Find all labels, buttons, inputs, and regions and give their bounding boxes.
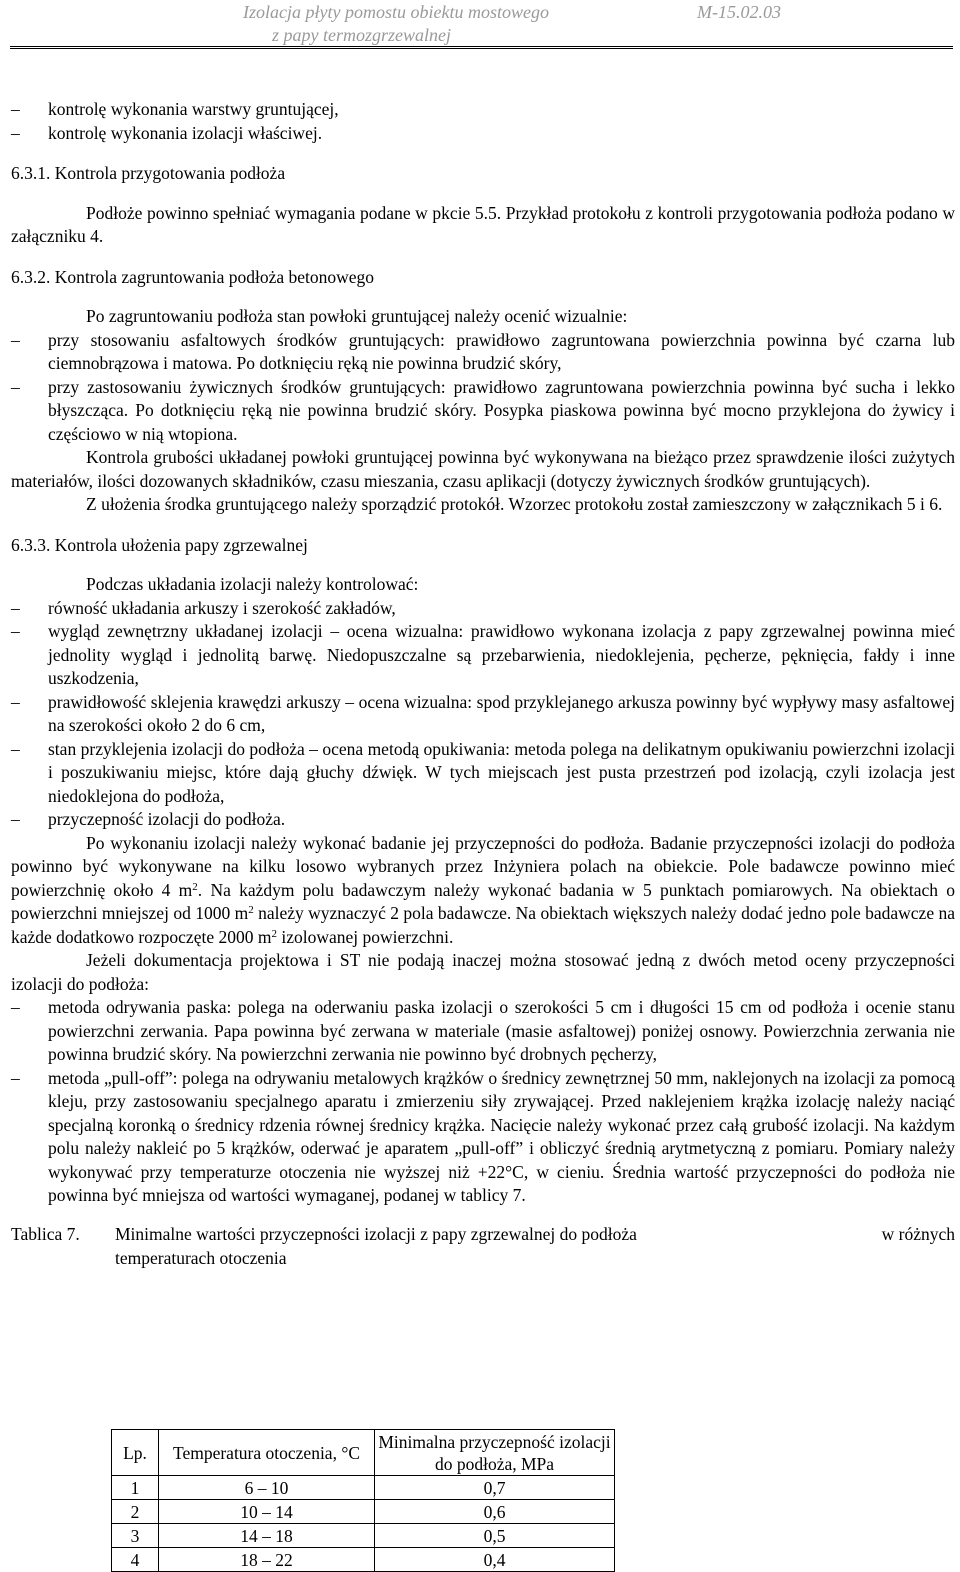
list-item bbox=[11, 122, 955, 146]
header-rule bbox=[10, 46, 953, 49]
dash-marker: – bbox=[11, 997, 20, 1017]
column-header: Minimalna przyczepność izolacji do podłoża, MPa bbox=[375, 1430, 615, 1476]
table-cell: 14 – 18 bbox=[159, 1524, 375, 1548]
list-item bbox=[11, 597, 955, 621]
text-run: izolowanej powierzchni. bbox=[276, 926, 454, 947]
list-item-text: przyczepność izolacji do podłoża. bbox=[48, 809, 286, 829]
list-item bbox=[11, 808, 955, 832]
list-item-text: przy zastosowaniu żywicznych środków gruntujących: prawidłowo zagruntowana powierzchnia powinna być sucha i lekko błyszcząca. Po dotknięciu ręką nie powinna brudzić skóry. Posypka piaskowa powinna być mocno przyklejona do żywicy i częściowo w nią wtopiona. bbox=[48, 376, 955, 444]
list-item-text: przy stosowaniu asfaltowych środków gruntujących: prawidłowo zagruntowana powierzchnia powinna być czarna lub ciemnobrązowa i matowa. Po dotknięciu ręką nie powinna brudzić skóry, bbox=[48, 329, 955, 373]
paragraph: Kontrola grubości układanej powłoki gruntującej powinna być wykonywana na bieżąco przez sprawdzenie ilości zużytych materiałów, ilości dozowanych składników, czasu mieszania, czasu aplikacji (dotyczy żywicznych środków gruntujących). bbox=[11, 447, 955, 491]
section-heading-631: 6.3.1. Kontrola przygotowania podłoża bbox=[11, 163, 286, 183]
list-item-text: metoda odrywania paska: polega na oderwaniu paska izolacji o szerokości 5 cm i długości 15 cm od podłoża i ocenie stanu powierzchni zerwania. Papa powinna być zerwana w materiale (masie asfaltowej) poniżej osnowy. Powierzchnia zerwania nie powinna brudzić skóry. Na powierzchni zerwania nie powinno być drobnych pęcherzy, bbox=[48, 997, 955, 1064]
table-cell: 0,4 bbox=[375, 1548, 615, 1572]
list-item-text: równość układania arkuszy i szerokość zakładów, bbox=[48, 597, 396, 618]
document-body bbox=[11, 98, 955, 1270]
table-row bbox=[112, 1524, 615, 1548]
dash-marker: – bbox=[11, 329, 20, 350]
paragraph-adhesion bbox=[11, 832, 955, 950]
dash-marker: – bbox=[11, 1067, 20, 1088]
list-item-text: metoda „pull-off”: polega na odrywaniu metalowych krążków o średnicy zewnętrznej 50 mm, naklejonych na izolacji za pomocą kleju, przy zastosowaniu specjalnego aparatu i zmierzeniu siły zrywającej. Przed naklejeniem krążka izolację należy naciąć specjalną koronką o średnicy rdzenia równej średnicy krążka. Nacięcie należy wykonać przez całą grubość izolacji. Na każdym polu należy nakleić po 5 krążków, oderwać je aparatem „pull-off” i obliczyć średnią arytmetyczną z pomiaru. Pomiary należy wykonywać przy temperaturze otoczenia nie wyższej niż +22°C, w cieniu. Średnia wartość przyczepności do podłoża nie powinna być mniejsza od wartości wymaganej, podanej w tablicy 7. bbox=[48, 1067, 955, 1205]
list-item bbox=[11, 691, 955, 738]
table-row bbox=[112, 1500, 615, 1524]
table-cell: 2 bbox=[112, 1500, 159, 1524]
list-item bbox=[11, 738, 955, 809]
table-row bbox=[112, 1476, 615, 1500]
table-label: Tablica 7. bbox=[11, 1223, 80, 1244]
table-cell: 4 bbox=[112, 1548, 159, 1572]
caption-tail: w różnych bbox=[881, 1223, 955, 1244]
table-row bbox=[112, 1548, 615, 1572]
paragraph: Po zagruntowaniu podłoża stan powłoki gruntującej należy ocenić wizualnie: bbox=[86, 306, 628, 326]
dash-marker: – bbox=[11, 122, 20, 143]
column-header: Temperatura otoczenia, °C bbox=[159, 1430, 375, 1476]
list-item bbox=[11, 1067, 955, 1208]
dash-marker: – bbox=[11, 621, 20, 641]
text-run: należy wyznaczyć 2 pola badawcze. Na obiektach większych należy dodać jedno pole badawcze na każde dodatkowo rozpoczęte 2000 m bbox=[11, 903, 955, 947]
list-item-text: kontrolę wykonania izolacji właściwej. bbox=[48, 122, 323, 143]
table-cell: 0,7 bbox=[375, 1476, 615, 1500]
dash-marker: – bbox=[11, 809, 20, 829]
dash-marker: – bbox=[11, 691, 20, 712]
header-title: Izolacja płyty pomostu obiektu mostowego bbox=[243, 2, 549, 22]
list-item bbox=[11, 996, 955, 1067]
caption-line-1: Minimalne wartości przyczepności izolacji z papy zgrzewalnej do podłoża bbox=[115, 1223, 637, 1244]
table-cell: 0,5 bbox=[375, 1524, 615, 1548]
table-7 bbox=[111, 1429, 615, 1572]
table-cell: 1 bbox=[112, 1476, 159, 1500]
superscript: 2 bbox=[192, 880, 198, 893]
superscript: 2 bbox=[271, 927, 277, 940]
paragraph: Podłoże powinno spełniać wymagania podane w pkcie 5.5. Przykład protokołu z kontroli przygotowania podłoża podano w załączniku 4. bbox=[11, 202, 955, 246]
list-item bbox=[11, 329, 955, 376]
section-heading-633: 6.3.3. Kontrola ułożenia papy zgrzewalnej bbox=[11, 534, 308, 555]
table-cell: 18 – 22 bbox=[159, 1548, 375, 1572]
list-item-text: prawidłowość sklejenia krawędzi arkuszy – ocena wizualna: spod przyklejanego arkusza powinny być wypływy masy asfaltowej na szerokości około 2 do 6 cm, bbox=[48, 691, 955, 735]
paragraph: Jeżeli dokumentacja projektowa i ST nie podają inaczej można stosować jedną z dwóch metod oceny przyczepności izolacji do podłoża: bbox=[11, 950, 955, 994]
dash-marker: – bbox=[11, 376, 20, 397]
running-header bbox=[0, 0, 960, 48]
list-item-text: wygląd zewnętrzny układanej izolacji – ocena wizualna: prawidłowo wykonana izolacja z papy zgrzewalnej powinna mieć jednolity wygląd i jednolitą barwę. Niedopuszczalne są przebarwienia, niedoklejenia, pęcherze, pęknięcia, fałdy i inne uszkodzenia, bbox=[48, 621, 955, 688]
section-heading-632: 6.3.2. Kontrola zagruntowania podłoża betonowego bbox=[11, 266, 375, 287]
table-cell: 3 bbox=[112, 1524, 159, 1548]
list-item-text: stan przyklejenia izolacji do podłoża – ocena metodą opukiwania: metoda polega na delikatnym opukiwaniu powierzchni izolacji i poszukiwaniu miejsc, które dają głuchy dźwięk. W tych miejscach jest pusta przestrzeń pod izolacją, czyli izolacja jest niedoklejona do podłoża, bbox=[48, 738, 955, 806]
table-cell: 6 – 10 bbox=[159, 1476, 375, 1500]
dash-marker: – bbox=[11, 738, 20, 759]
superscript: 2 bbox=[248, 904, 254, 916]
paragraph: Podczas układania izolacji należy kontrolować: bbox=[86, 574, 419, 594]
list-item-text: kontrolę wykonania warstwy gruntującej, bbox=[48, 99, 339, 119]
list-item bbox=[11, 376, 955, 447]
table-header-row bbox=[112, 1430, 615, 1476]
list-item bbox=[11, 620, 955, 691]
table-cell: 10 – 14 bbox=[159, 1500, 375, 1524]
text-run: Po wykonaniu izolacji należy wykonać badanie jej przyczepności do podłoża. Badanie przyczepności izolacji do podłoża powinno być wykonywane na kilku losowo wybranych przez Inżyniera polach na obiekcie. Pole badawcze powinno mieć powierzchnię około 4 m bbox=[11, 832, 955, 900]
dash-marker: – bbox=[11, 597, 20, 618]
list-item bbox=[11, 98, 955, 122]
header-code: M-15.02.03 bbox=[697, 2, 781, 22]
table-cell: 0,6 bbox=[375, 1500, 615, 1524]
text-run: . Na każdym polu badawczym należy wykonać badania w 5 punktach pomiarowych. Na obiektach o powierzchni mniejszej od 1000 m bbox=[11, 879, 955, 923]
dash-marker: – bbox=[11, 99, 20, 119]
header-subtitle: z papy termozgrzewalnej bbox=[272, 25, 451, 45]
table-caption bbox=[11, 1223, 955, 1270]
caption-line-2: temperaturach otoczenia bbox=[115, 1247, 287, 1268]
paragraph: Z ułożenia środka gruntującego należy sporządzić protokół. Wzorzec protokołu został zamieszczony w załącznikach 5 i 6. bbox=[86, 494, 943, 514]
column-header: Lp. bbox=[112, 1430, 159, 1476]
